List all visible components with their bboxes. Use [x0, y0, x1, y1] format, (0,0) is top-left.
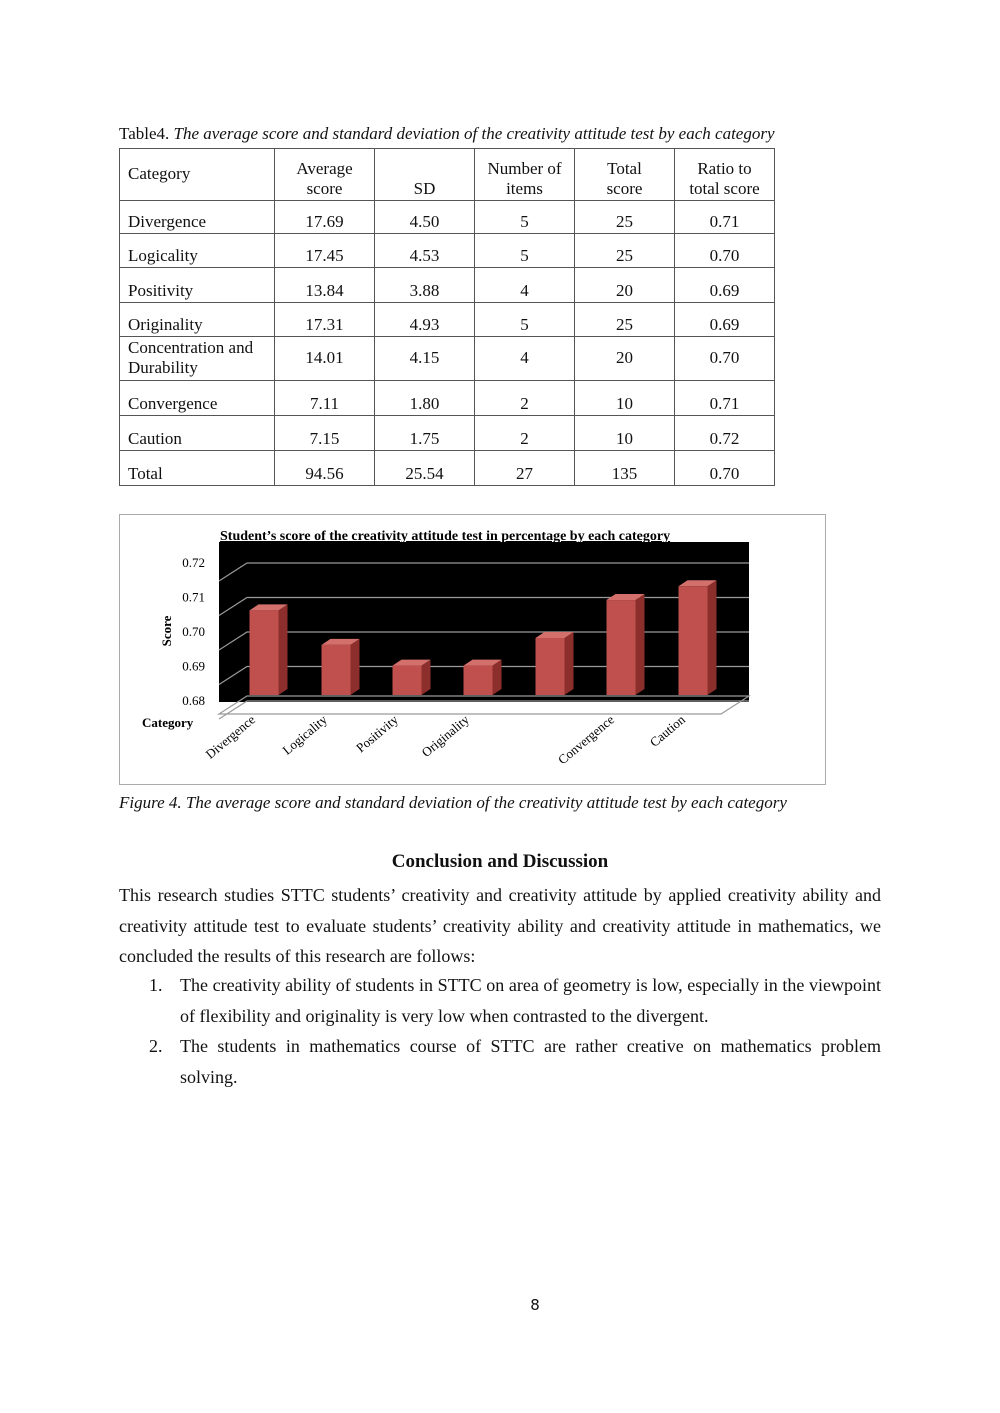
table-row — [120, 268, 775, 303]
cell-total: 25 — [575, 303, 675, 337]
x-axis-label: Category — [142, 715, 194, 730]
cell-sd: 25.54 — [375, 451, 475, 486]
cell-average: 17.45 — [275, 234, 375, 268]
cell-total: 25 — [575, 201, 675, 234]
figure-frame — [119, 514, 826, 785]
x-tick-label: Convergence — [554, 711, 617, 768]
row-category: Logicality — [120, 234, 275, 268]
table-row — [120, 381, 775, 416]
cell-sd: 4.93 — [375, 303, 475, 337]
header-sd: SD — [375, 149, 475, 201]
bar — [393, 660, 431, 695]
cell-items: 27 — [475, 451, 575, 486]
table-header-row — [120, 149, 775, 201]
bar — [464, 660, 502, 695]
cell-total: 10 — [575, 381, 675, 416]
gridline — [219, 701, 749, 719]
conclusion-list — [119, 970, 881, 1092]
cell-ratio: 0.69 — [675, 303, 775, 337]
table-row — [120, 234, 775, 268]
x-tick-label: Divergence — [202, 711, 258, 762]
header-average-score: Average score — [275, 149, 375, 201]
figure-caption: Figure 4. The average score and standard deviation of the creativity attitude test by each category — [119, 793, 787, 812]
y-tick-label: 0.72 — [182, 555, 205, 570]
table-row — [120, 201, 775, 234]
cell-total: 25 — [575, 234, 675, 268]
y-tick-label: 0.70 — [182, 624, 205, 639]
cell-average: 13.84 — [275, 268, 375, 303]
section-paragraph: This research studies STTC students’ creativity and creativity attitude by applied creativity ability and creativity attitude test to evaluate students’ creativity ability and creativity attitude in mathematics, we concluded the results of this research are follows: — [119, 885, 881, 966]
row-category: Positivity — [120, 268, 275, 303]
cell-ratio: 0.70 — [675, 234, 775, 268]
bar-chart — [120, 515, 825, 784]
cell-ratio: 0.71 — [675, 381, 775, 416]
cell-sd: 4.15 — [375, 337, 475, 381]
cell-total: 20 — [575, 337, 675, 381]
row-category: Convergence — [120, 381, 275, 416]
x-tick-label: Logicality — [279, 711, 330, 758]
row-category: Divergence — [120, 201, 275, 234]
cell-sd: 1.75 — [375, 416, 475, 451]
x-tick-label: Positivity — [353, 711, 401, 756]
list-number: 2. — [149, 1036, 163, 1056]
y-tick-label: 0.68 — [182, 693, 205, 708]
header-ratio: Ratio to total score — [675, 149, 775, 201]
cell-total: 10 — [575, 416, 675, 451]
row-category: Concentration and Durability — [120, 337, 275, 381]
cell-items: 5 — [475, 303, 575, 337]
cell-items: 5 — [475, 201, 575, 234]
table-label: Table4. — [119, 124, 174, 143]
cell-sd: 4.50 — [375, 201, 475, 234]
cell-average: 7.11 — [275, 381, 375, 416]
table-caption — [119, 124, 775, 144]
table-row — [120, 451, 775, 486]
cell-items: 4 — [475, 268, 575, 303]
list-number: 1. — [149, 975, 163, 995]
bar — [607, 594, 645, 695]
header-total-score: Total score — [575, 149, 675, 201]
section-heading: Conclusion and Discussion — [391, 851, 609, 872]
list-text: The creativity ability of students in STTC on area of geometry is low, especially in the viewpoint of flexibility and originality is very low when contrasted to the divergent. — [180, 975, 881, 1026]
cell-sd: 3.88 — [375, 268, 475, 303]
list-text: The students in mathematics course of STTC are rather creative on mathematics problem solving. — [180, 1036, 881, 1087]
bar — [322, 639, 360, 695]
cell-ratio: 0.69 — [675, 268, 775, 303]
cell-sd: 4.53 — [375, 234, 475, 268]
cell-ratio: 0.71 — [675, 201, 775, 234]
cell-average: 17.69 — [275, 201, 375, 234]
cell-items: 5 — [475, 234, 575, 268]
cell-items: 2 — [475, 416, 575, 451]
cell-total: 20 — [575, 268, 675, 303]
y-axis-label: Score — [159, 615, 174, 647]
table-row — [120, 303, 775, 337]
row-category: Total — [120, 451, 275, 486]
cell-ratio: 0.72 — [675, 416, 775, 451]
header-number-of-items: Number of items — [475, 149, 575, 201]
cell-average: 7.15 — [275, 416, 375, 451]
cell-items: 4 — [475, 337, 575, 381]
header-category: Category — [120, 149, 275, 201]
cell-items: 2 — [475, 381, 575, 416]
cell-average: 14.01 — [275, 337, 375, 381]
cell-average: 94.56 — [275, 451, 375, 486]
score-table — [119, 148, 775, 486]
cell-ratio: 0.70 — [675, 337, 775, 381]
y-tick-label: 0.71 — [182, 589, 205, 605]
y-tick-label: 0.69 — [182, 658, 205, 674]
bar — [536, 632, 574, 695]
list-item — [119, 1031, 881, 1092]
row-category: Caution — [120, 416, 275, 451]
cell-total: 135 — [575, 451, 675, 486]
cell-ratio: 0.70 — [675, 451, 775, 486]
x-tick-label: Originality — [418, 711, 472, 760]
table-row — [120, 337, 775, 381]
list-item — [119, 970, 881, 1031]
page-number: 8 — [530, 1296, 540, 1314]
row-category: Originality — [120, 303, 275, 337]
bar — [679, 580, 717, 695]
cell-sd: 1.80 — [375, 381, 475, 416]
chart-title: Student’s score of the creativity attitude test in percentage by each category — [220, 529, 671, 544]
x-tick-label: Caution — [646, 711, 688, 750]
bar — [250, 604, 288, 695]
table-row — [120, 416, 775, 451]
cell-average: 17.31 — [275, 303, 375, 337]
table-caption-text: The average score and standard deviation of the creativity attitude test by each category — [173, 124, 775, 143]
